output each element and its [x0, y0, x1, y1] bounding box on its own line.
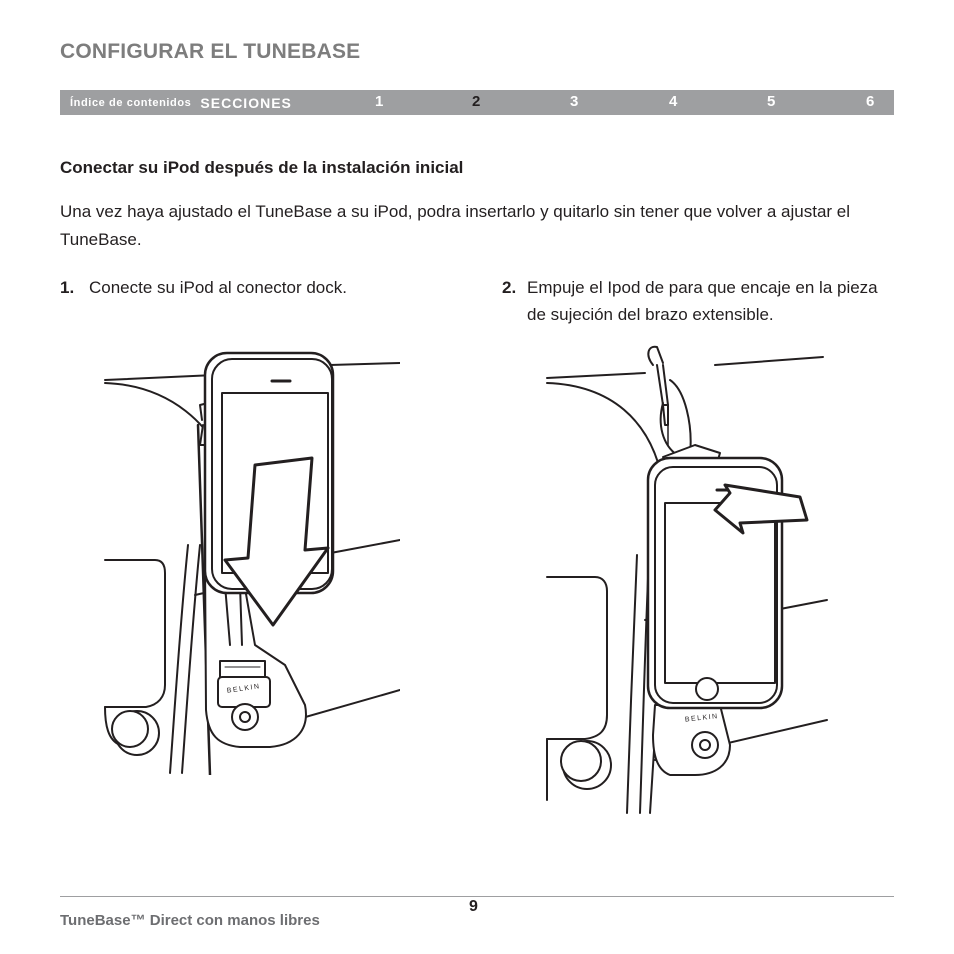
brand-label-1: BELKIN [226, 683, 261, 695]
footer-product-name: TuneBase™ Direct con manos libres [60, 912, 320, 929]
step-2-text: Empuje el Ipod de para que encaje en la pieza de sujeción del brazo extensible. [527, 278, 878, 324]
nav-section-3[interactable]: 3 [570, 93, 579, 110]
step-1-text: Conecte su iPod al conector dock. [89, 278, 347, 297]
step-1 [60, 274, 440, 304]
intro-paragraph: Una vez haya ajustado el TuneBase a su iPod, podra insertarlo y quitarlo sin tener que volver a ajustar el TuneBase. [60, 202, 851, 249]
nav-section-6[interactable]: 6 [866, 93, 875, 110]
section-title: Conectar su iPod después de la instalación inicial [60, 158, 464, 177]
footer-divider [60, 896, 894, 897]
nav-section-2[interactable]: 2 [472, 93, 481, 110]
section-nav-bar [60, 90, 894, 115]
sections-label: SECCIONES [200, 94, 292, 111]
nav-section-4[interactable]: 4 [669, 93, 678, 110]
page-number: 9 [469, 898, 478, 915]
brand-label-2: BELKIN [684, 713, 720, 724]
step-1-number: 1. [60, 278, 75, 297]
step-2-number: 2. [502, 278, 517, 297]
illustration-step-1 [100, 345, 400, 775]
page-header-title: CONFIGURAR EL TUNEBASE [60, 40, 361, 63]
step-2 [502, 274, 894, 330]
table-of-contents-link[interactable]: Índice de contenidos [70, 96, 192, 109]
nav-section-5[interactable]: 5 [767, 93, 776, 110]
nav-section-1[interactable]: 1 [375, 93, 384, 110]
illustration-step-2 [545, 345, 835, 815]
